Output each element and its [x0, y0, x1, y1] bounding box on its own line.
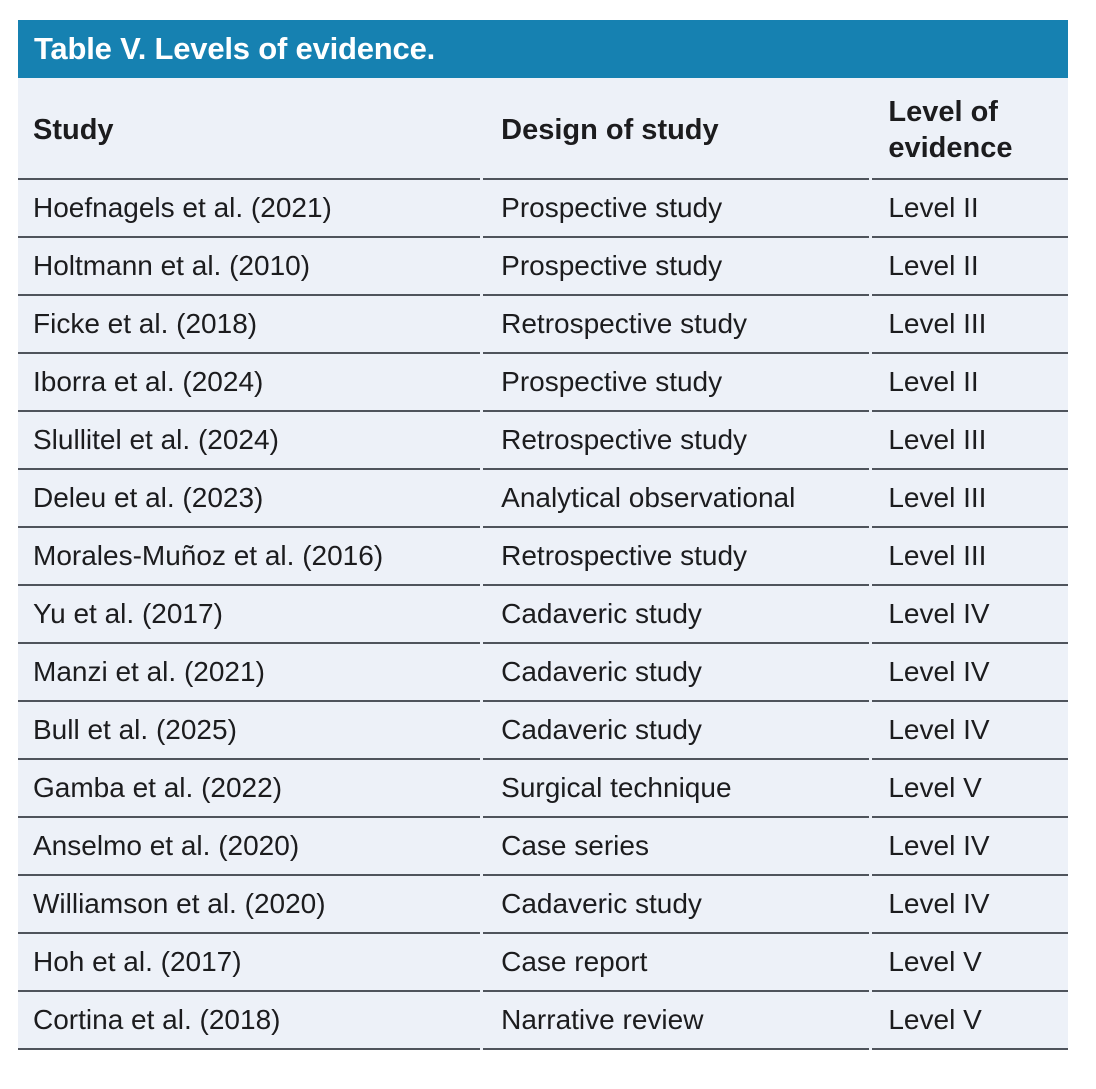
level-cell: Level IV [871, 643, 1068, 701]
level-cell: Level V [871, 759, 1068, 817]
study-cell: Holtmann et al. (2010) [18, 237, 482, 295]
study-cell: Cortina et al. (2018) [18, 991, 482, 1049]
study-cell: Anselmo et al. (2020) [18, 817, 482, 875]
level-cell: Level V [871, 991, 1068, 1049]
table-row [18, 527, 1068, 585]
study-cell: Deleu et al. (2023) [18, 469, 482, 527]
study-cell: Morales-Muñoz et al. (2016) [18, 527, 482, 585]
table-row [18, 817, 1068, 875]
level-cell: Level III [871, 469, 1068, 527]
table-row [18, 643, 1068, 701]
table-row [18, 295, 1068, 353]
table-row [18, 585, 1068, 643]
table-row [18, 933, 1068, 991]
level-cell: Level III [871, 411, 1068, 469]
levels-of-evidence-table [18, 78, 1068, 1050]
design-cell: Prospective study [482, 179, 871, 237]
table-row [18, 701, 1068, 759]
table-title: Table V. Levels of evidence. [34, 31, 436, 66]
design-cell: Prospective study [482, 237, 871, 295]
design-cell: Cadaveric study [482, 701, 871, 759]
level-cell: Level II [871, 353, 1068, 411]
study-cell: Iborra et al. (2024) [18, 353, 482, 411]
level-cell: Level IV [871, 585, 1068, 643]
design-cell: Case series [482, 817, 871, 875]
table-header [18, 78, 1068, 179]
study-cell: Hoh et al. (2017) [18, 933, 482, 991]
table-row [18, 875, 1068, 933]
table-row [18, 411, 1068, 469]
design-cell: Analytical observational [482, 469, 871, 527]
level-cell: Level II [871, 237, 1068, 295]
study-cell: Williamson et al. (2020) [18, 875, 482, 933]
study-cell: Manzi et al. (2021) [18, 643, 482, 701]
design-cell: Cadaveric study [482, 643, 871, 701]
level-cell: Level IV [871, 817, 1068, 875]
table-row [18, 759, 1068, 817]
level-cell: Level IV [871, 875, 1068, 933]
design-cell: Prospective study [482, 353, 871, 411]
design-cell: Case report [482, 933, 871, 991]
table-title-bar [18, 20, 1068, 78]
table-row [18, 469, 1068, 527]
table-body [18, 179, 1068, 1049]
design-cell: Retrospective study [482, 411, 871, 469]
level-cell: Level II [871, 179, 1068, 237]
study-cell: Slullitel et al. (2024) [18, 411, 482, 469]
study-cell: Ficke et al. (2018) [18, 295, 482, 353]
evidence-table-container [18, 20, 1068, 1050]
level-cell: Level III [871, 527, 1068, 585]
study-cell: Yu et al. (2017) [18, 585, 482, 643]
table-row [18, 237, 1068, 295]
study-cell: Gamba et al. (2022) [18, 759, 482, 817]
table-row [18, 179, 1068, 237]
design-cell: Surgical technique [482, 759, 871, 817]
table-row [18, 991, 1068, 1049]
column-header-level: Level of evidence [871, 78, 1068, 179]
design-cell: Retrospective study [482, 295, 871, 353]
design-cell: Narrative review [482, 991, 871, 1049]
design-cell: Retrospective study [482, 527, 871, 585]
study-cell: Bull et al. (2025) [18, 701, 482, 759]
column-header-study: Study [18, 78, 482, 179]
table-row [18, 353, 1068, 411]
design-cell: Cadaveric study [482, 585, 871, 643]
design-cell: Cadaveric study [482, 875, 871, 933]
study-cell: Hoefnagels et al. (2021) [18, 179, 482, 237]
level-cell: Level V [871, 933, 1068, 991]
level-cell: Level III [871, 295, 1068, 353]
level-cell: Level IV [871, 701, 1068, 759]
header-row [18, 78, 1068, 179]
column-header-design: Design of study [482, 78, 871, 179]
